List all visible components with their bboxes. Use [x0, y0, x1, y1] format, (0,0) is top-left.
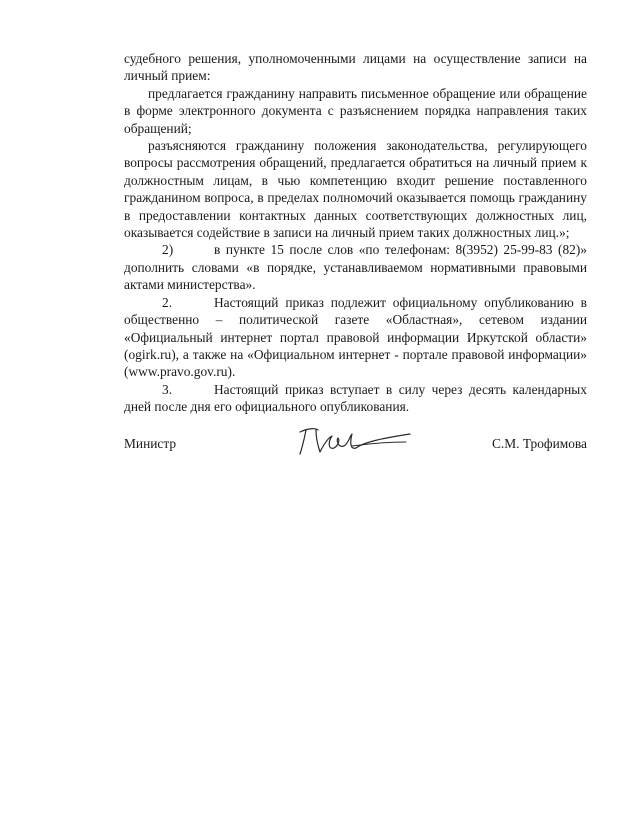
- item-2-text: в пункте 15 после слов «по телефонам: 8(3952) 25-99-83 (82)» дополнить словами «в порядке, устанавливаемом нормативными правовыми актами министерства».: [124, 242, 587, 293]
- document-body: [124, 50, 587, 416]
- point-3-number: 3.: [162, 381, 173, 397]
- signer-position: Министр: [124, 436, 177, 451]
- handwritten-signature: [294, 422, 414, 458]
- signature-block: [124, 428, 587, 468]
- item-2-number: 2): [162, 242, 174, 258]
- point-2-number: 2.: [162, 294, 173, 310]
- point-3-text: Настоящий приказ вступает в силу через десять календарных дней после дня его официального опубликования.: [124, 381, 587, 415]
- paragraph-explain-legislation: разъясняются гражданину положения законодательства, регулирующего вопросы рассмотрения обращений, предлагается обратиться на личный прием к должностным лицам, в чью компетенцию входит решение поставленного гражданином вопроса, в пределах полномочий оказывается помощь гражданину в предоставлении контактных данных соответствующих должностных лиц, оказывается содействие в записи на личный прием таких должностных лиц.»;: [124, 138, 587, 241]
- point-2-text: Настоящий приказ подлежит официальному опубликованию в общественно – политической газете «Областная», сетевом издании «Официальный интернет портал правовой информации Иркутской области» (ogirk.ru), а также на «Официальном интернет - портале правовой информации» (www.pravo.gov.ru).: [124, 294, 587, 380]
- signer-name: С.М. Трофимова: [491, 436, 587, 451]
- item-2: [124, 241, 587, 293]
- point-3: [124, 381, 587, 416]
- paragraph-offer-written-appeal: предлагается гражданину направить письменное обращение или обращение в форме электронного документа с разъяснением порядка направления таких обращений;: [124, 85, 587, 136]
- paragraph-continuation: судебного решения, уполномоченными лицами на осуществление записи на личный прием:: [124, 51, 587, 84]
- point-2: [124, 294, 587, 381]
